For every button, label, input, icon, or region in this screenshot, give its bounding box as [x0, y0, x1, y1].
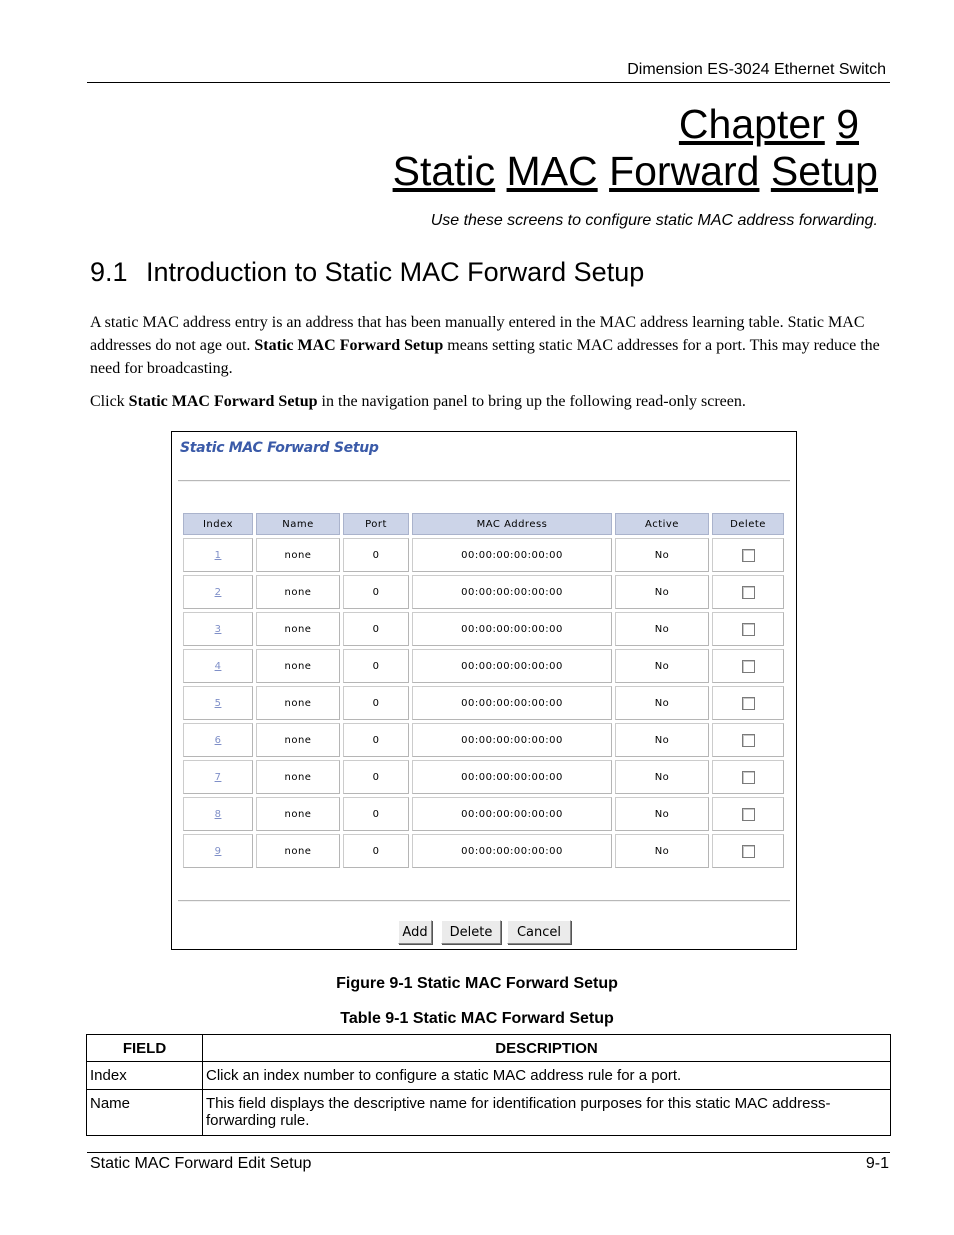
footer-rule	[87, 1152, 890, 1153]
mac-cell: 00:00:00:00:00:00	[412, 760, 612, 794]
active-cell: No	[615, 834, 709, 868]
paragraph-text: means setting static MAC addresses for a port. This may reduce the need for broadcasting.	[90, 337, 880, 377]
column-header-delete: Delete	[712, 513, 784, 535]
delete-checkbox[interactable]	[742, 697, 755, 710]
delete-cell	[712, 723, 784, 757]
name-cell: none	[256, 797, 340, 831]
column-header-active: Active	[615, 513, 709, 535]
paragraph-bold-term: Static MAC Forward Setup	[254, 337, 444, 354]
mac-cell: 00:00:00:00:00:00	[412, 834, 612, 868]
description-cell: Click an index number to configure a static MAC address rule for a port.	[203, 1062, 891, 1090]
active-cell: No	[615, 723, 709, 757]
table-header-row	[183, 513, 784, 535]
chapter-title-word: MAC	[506, 148, 598, 194]
chapter-title-word: Forward	[609, 148, 760, 194]
name-cell: none	[256, 723, 340, 757]
delete-checkbox[interactable]	[742, 734, 755, 747]
delete-button[interactable]: Delete	[441, 920, 501, 944]
index-cell	[183, 612, 253, 646]
delete-cell	[712, 612, 784, 646]
index-cell	[183, 723, 253, 757]
delete-cell	[712, 538, 784, 572]
port-cell: 0	[343, 723, 409, 757]
index-cell	[183, 686, 253, 720]
delete-checkbox[interactable]	[742, 771, 755, 784]
table-row	[183, 538, 784, 572]
delete-cell	[712, 575, 784, 609]
index-link[interactable]: 5	[214, 697, 222, 709]
column-header-mac: MAC Address	[412, 513, 612, 535]
name-cell: none	[256, 538, 340, 572]
table-row	[87, 1062, 891, 1090]
name-cell: none	[256, 760, 340, 794]
port-cell: 0	[343, 575, 409, 609]
table-row	[183, 612, 784, 646]
description-cell: This field displays the descriptive name for identification purposes for this static MAC address-forwarding rule.	[203, 1090, 891, 1136]
screen-divider	[178, 480, 790, 482]
index-link[interactable]: 9	[214, 845, 222, 857]
port-cell: 0	[343, 834, 409, 868]
instruction-paragraph	[90, 390, 890, 413]
delete-checkbox[interactable]	[742, 586, 755, 599]
chapter-word: Chapter	[678, 101, 825, 147]
mac-cell: 00:00:00:00:00:00	[412, 686, 612, 720]
paragraph-text: in the navigation panel to bring up the following read-only screen.	[317, 393, 746, 410]
port-cell: 0	[343, 686, 409, 720]
footer-section-name: Static MAC Forward Edit Setup	[90, 1155, 312, 1172]
active-cell: No	[615, 612, 709, 646]
intro-paragraph	[90, 311, 890, 380]
mac-cell: 00:00:00:00:00:00	[412, 649, 612, 683]
cancel-button[interactable]: Cancel	[507, 920, 571, 944]
table-row	[87, 1090, 891, 1136]
description-column-header: DESCRIPTION	[203, 1035, 891, 1062]
screenshot-figure	[171, 431, 797, 950]
add-button[interactable]: Add	[398, 920, 432, 944]
field-cell: Index	[87, 1062, 203, 1090]
port-cell: 0	[343, 797, 409, 831]
index-link[interactable]: 3	[214, 623, 222, 635]
field-column-header: FIELD	[87, 1035, 203, 1062]
index-link[interactable]: 7	[214, 771, 222, 783]
name-cell: none	[256, 834, 340, 868]
table-row	[183, 723, 784, 757]
port-cell: 0	[343, 760, 409, 794]
field-cell: Name	[87, 1090, 203, 1136]
column-header-name: Name	[256, 513, 340, 535]
name-cell: none	[256, 612, 340, 646]
table-row	[183, 834, 784, 868]
table-row	[183, 649, 784, 683]
port-cell: 0	[343, 612, 409, 646]
index-cell	[183, 649, 253, 683]
header-rule	[87, 82, 890, 83]
active-cell: No	[615, 760, 709, 794]
port-cell: 0	[343, 538, 409, 572]
section-heading	[90, 257, 644, 288]
chapter-title-word: Setup	[770, 148, 878, 194]
screen-title: Static MAC Forward Setup	[180, 440, 379, 456]
index-cell	[183, 797, 253, 831]
section-title: Introduction to Static MAC Forward Setup	[146, 257, 645, 287]
index-link[interactable]: 2	[214, 586, 222, 598]
delete-checkbox[interactable]	[742, 845, 755, 858]
active-cell: No	[615, 686, 709, 720]
delete-cell	[712, 649, 784, 683]
name-cell: none	[256, 686, 340, 720]
delete-cell	[712, 760, 784, 794]
index-link[interactable]: 8	[214, 808, 222, 820]
index-cell	[183, 538, 253, 572]
delete-checkbox[interactable]	[742, 660, 755, 673]
mac-cell: 00:00:00:00:00:00	[412, 723, 612, 757]
active-cell: No	[615, 538, 709, 572]
chapter-label	[679, 98, 859, 150]
field-description-table	[86, 1034, 891, 1136]
chapter-title	[393, 145, 878, 197]
static-mac-table	[180, 510, 787, 871]
table-row	[183, 686, 784, 720]
header-product-name: Dimension ES-3024 Ethernet Switch	[627, 61, 886, 78]
screen-divider	[178, 900, 790, 902]
chapter-number: 9	[836, 101, 859, 147]
paragraph-text: A static MAC address entry is an address that has been manually entered in the MAC address learning table. Static MAC addresses do not age out.	[90, 314, 865, 354]
delete-cell	[712, 797, 784, 831]
index-link[interactable]: 4	[214, 660, 222, 672]
name-cell: none	[256, 649, 340, 683]
index-link[interactable]: 1	[214, 549, 222, 561]
column-header-port: Port	[343, 513, 409, 535]
port-cell: 0	[343, 649, 409, 683]
table-header-row	[87, 1035, 891, 1062]
delete-checkbox[interactable]	[742, 808, 755, 821]
table-row	[183, 760, 784, 794]
figure-caption: Figure 9-1 Static MAC Forward Setup	[336, 975, 618, 992]
mac-cell: 00:00:00:00:00:00	[412, 538, 612, 572]
section-number: 9.1	[90, 257, 128, 287]
mac-cell: 00:00:00:00:00:00	[412, 797, 612, 831]
mac-cell: 00:00:00:00:00:00	[412, 575, 612, 609]
chapter-subtitle: Use these screens to configure static MAC address forwarding.	[430, 212, 878, 229]
index-cell	[183, 760, 253, 794]
active-cell: No	[615, 649, 709, 683]
paragraph-bold-term: Static MAC Forward Setup	[128, 393, 318, 410]
index-link[interactable]: 6	[214, 734, 222, 746]
name-cell: none	[256, 575, 340, 609]
active-cell: No	[615, 575, 709, 609]
mac-cell: 00:00:00:00:00:00	[412, 612, 612, 646]
page-number: 9-1	[865, 1155, 889, 1172]
paragraph-text: Click	[90, 393, 129, 410]
delete-cell	[712, 834, 784, 868]
delete-checkbox[interactable]	[742, 549, 755, 562]
index-cell	[183, 575, 253, 609]
table-caption: Table 9-1 Static MAC Forward Setup	[340, 1010, 614, 1027]
chapter-title-word: Static	[392, 148, 496, 194]
column-header-index: Index	[183, 513, 253, 535]
table-row	[183, 797, 784, 831]
index-cell	[183, 834, 253, 868]
delete-checkbox[interactable]	[742, 623, 755, 636]
table-row	[183, 575, 784, 609]
delete-cell	[712, 686, 784, 720]
active-cell: No	[615, 797, 709, 831]
